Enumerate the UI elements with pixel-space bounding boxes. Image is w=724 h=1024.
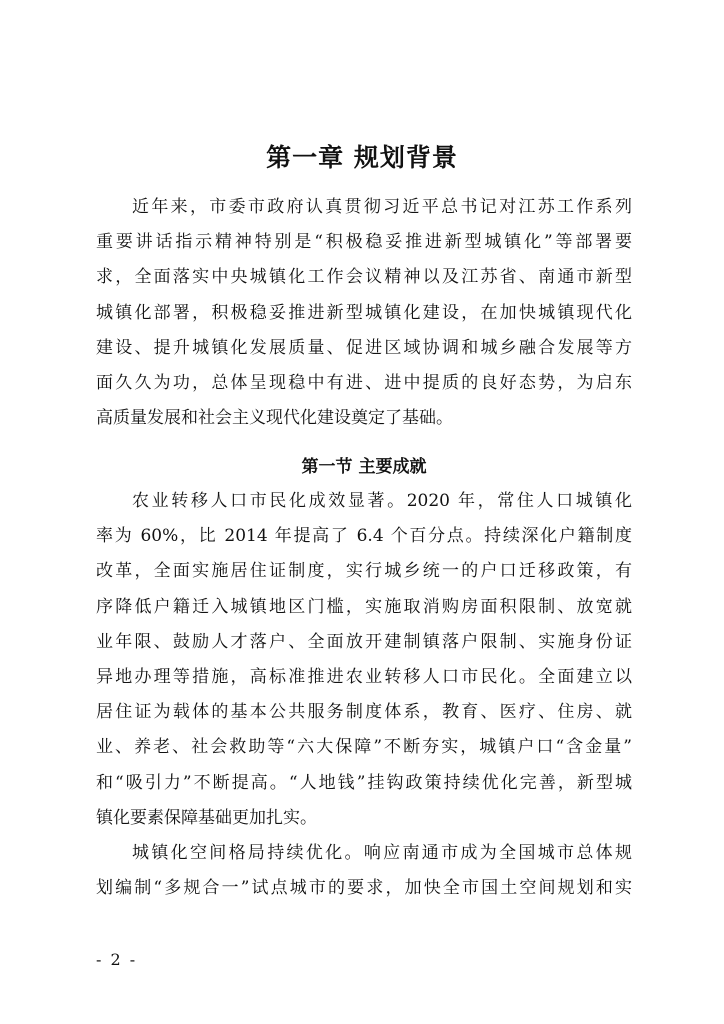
text-line: 镇化要素保障基础更加扎实。 — [96, 807, 317, 828]
text-line: 序降低户籍迁入城镇地区门槛，实施取消购房面积限制、放宽就 — [96, 596, 632, 617]
text-line: 建设、提升城镇化发展质量、促进区域协调和城乡融合发展等方 — [96, 337, 632, 358]
section-title: 第一节 主要成就 — [301, 457, 427, 477]
text-line: 业年限、鼓励人才落户、全面放开建制镇落户限制、实施身份证 — [96, 631, 632, 652]
spatial-layout-paragraph — [96, 836, 632, 906]
chapter-title: 第一章 规划背景 — [266, 143, 458, 172]
text-line: 近年来，市委市政府认真贯彻习近平总书记对江苏工作系列 — [132, 197, 632, 217]
text-line: 城镇化部署，积极稳妥推进新型城镇化建设，在加快城镇现代化 — [96, 302, 632, 323]
text-line: 面久久为功，总体呈现稳中有进、进中提质的良好态势，为启东 — [96, 373, 632, 394]
text-line: 城镇化空间格局持续优化。响应南通市成为全国城市总体规 — [132, 843, 632, 863]
intro-paragraph — [96, 190, 632, 436]
text-line: 高质量发展和社会主义现代化建设奠定了基础。 — [96, 408, 453, 429]
page-number: - 2 - — [96, 950, 138, 969]
text-line: 划编制“多规合一”试点城市的要求，加快全市国土空间规划和实 — [96, 878, 632, 899]
text-line: 重要讲话指示精神特别是“积极稳妥推进新型城镇化”等部署要 — [96, 232, 632, 253]
section-heading-block — [96, 450, 632, 485]
text-line: 异地办理等措施，高标准推进农业转移人口市民化。全面建立以 — [96, 667, 632, 688]
text-line: 农业转移人口市民化成效显著。2020 年，常住人口城镇化 — [132, 491, 632, 511]
text-line: 和“吸引力”不断提高。“人地钱”挂钩政策持续优化完善，新型城 — [96, 772, 632, 793]
text-line: 改革，全面实施居住证制度，实行城乡统一的户口迁移政策，有 — [96, 561, 632, 582]
text-line: 率为 60%，比 2014 年提高了 6.4 个百分点。持续深化户籍制度 — [96, 526, 632, 547]
text-line: 求，全面落实中央城镇化工作会议精神以及江苏省、南通市新型 — [96, 267, 632, 288]
text-line: 居住证为载体的基本公共服务制度体系，教育、医疗、住房、就 — [96, 702, 632, 723]
text-line: 业、养老、社会救助等“六大保障”不断夯实，城镇户口“含金量” — [96, 737, 632, 758]
achievement-paragraph — [96, 484, 632, 836]
